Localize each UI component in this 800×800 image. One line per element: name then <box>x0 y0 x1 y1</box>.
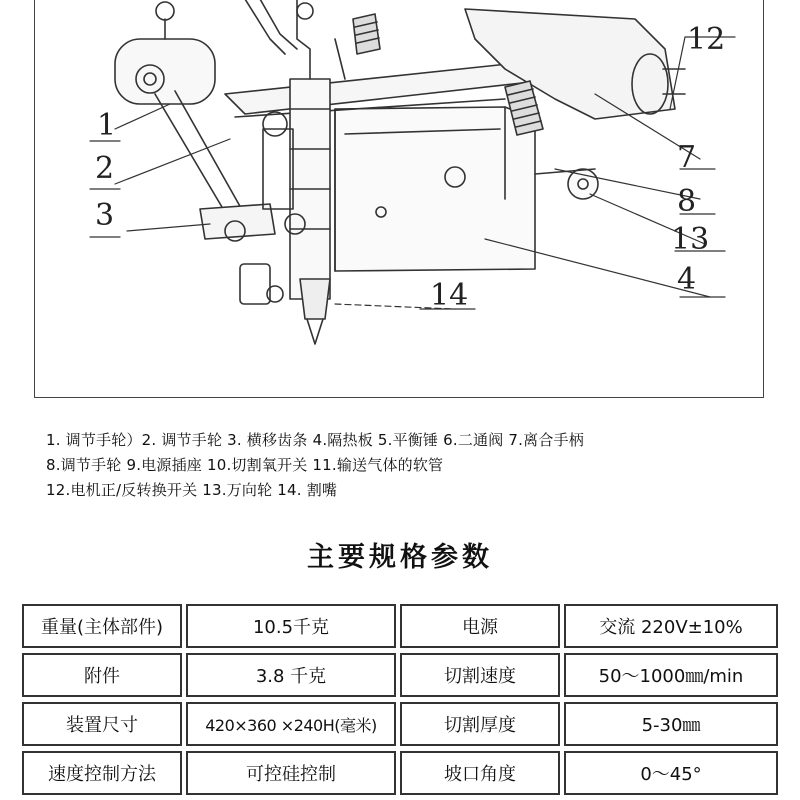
legend-line: 1. 调节手轮）2. 调节手轮 3. 横移齿条 4.隔热板 5.平衡锤 6.二通阀 7.离合手柄 <box>46 431 584 449</box>
spec-label: 电源 <box>400 604 560 648</box>
callout-14: 14 <box>430 278 469 313</box>
machine-line-art <box>35 0 764 398</box>
callout-1: 1 <box>97 108 117 143</box>
spec-value: 可控硅控制 <box>186 751 396 795</box>
spec-label: 装置尺寸 <box>22 702 182 746</box>
spec-value: 420×360 ×240H(毫米) <box>186 702 396 746</box>
table-row <box>22 702 778 746</box>
legend-line: 8.调节手轮 9.电源插座 10.切割氧开关 11.输送气体的软管 <box>46 456 444 474</box>
legend-line: 12.电机正/反转换开关 13.万向轮 14. 割嘴 <box>46 481 338 499</box>
callout-12: 12 <box>687 22 726 57</box>
spec-label: 重量(主体部件) <box>22 604 182 648</box>
callout-8: 8 <box>677 184 697 219</box>
spec-value: 50～1000㎜/min <box>564 653 778 697</box>
spec-label: 坡口角度 <box>400 751 560 795</box>
callout-2: 2 <box>95 151 115 186</box>
spec-value: 10.5千克 <box>186 604 396 648</box>
spec-title: 主要规格参数 <box>307 542 493 573</box>
spec-table <box>22 604 778 800</box>
spec-label: 切割厚度 <box>400 702 560 746</box>
table-row <box>22 751 778 795</box>
spec-value: 0～45° <box>564 751 778 795</box>
callout-3: 3 <box>95 198 115 233</box>
table-row <box>22 604 778 648</box>
spec-label: 附件 <box>22 653 182 697</box>
table-row <box>22 653 778 697</box>
spec-label: 切割速度 <box>400 653 560 697</box>
spec-value: 3.8 千克 <box>186 653 396 697</box>
machine-drawing <box>34 0 764 398</box>
spec-label: 速度控制方法 <box>22 751 182 795</box>
callout-13: 13 <box>671 222 710 257</box>
callout-4: 4 <box>677 262 697 297</box>
spec-value: 交流 220V±10% <box>564 604 778 648</box>
spec-value: 5-30㎜ <box>564 702 778 746</box>
parts-legend <box>46 428 776 503</box>
callout-7: 7 <box>677 140 697 175</box>
